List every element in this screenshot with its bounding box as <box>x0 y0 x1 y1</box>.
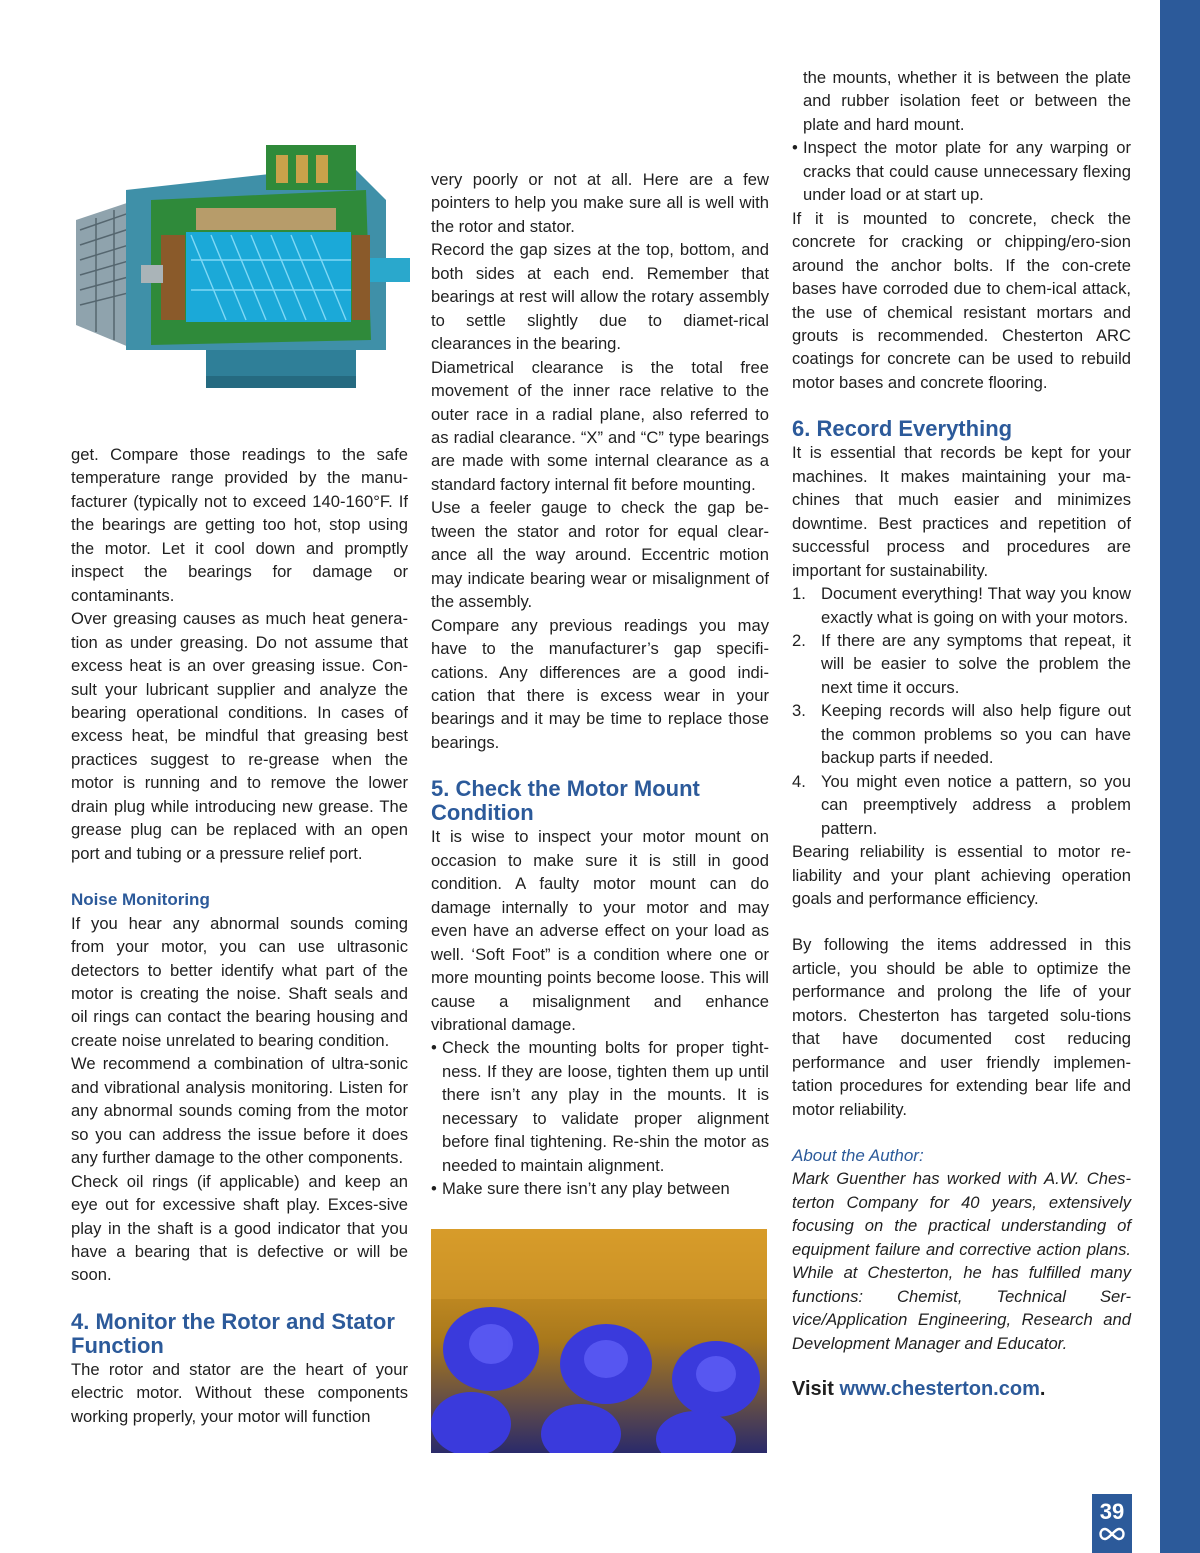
paragraph: Record the gap sizes at the top, bottom, and both sides at each end. Remember that bearings at rest will allow the rotary assembly to settle slightly due to diamet-rical clearances in the bearing. <box>431 240 769 354</box>
paragraph: Use a feeler gauge to check the gap be-tween the stator and rotor for equal clear-ance all the way around. Eccentric motion may indicate bearing wear or misalignment of the assembly. <box>431 498 769 612</box>
list-item: 3. Keeping records will also help figure out the common problems so you can have backup parts if needed. <box>792 701 1131 768</box>
mount-checklist <box>431 1036 769 1200</box>
infinity-icon <box>1097 1526 1127 1542</box>
mount-checklist-continued <box>792 66 1131 207</box>
paragraph: Bearing reliability is essential to motor re-liability and your plant achieving operation goals and performance efficiency. <box>792 842 1131 908</box>
visit-period: . <box>1039 1378 1046 1401</box>
column-1 <box>71 443 408 1428</box>
paragraph: Compare any previous readings you may have to the manufacturer’s gap specifi-cations. Any differences are a good indi-cation that there is excess wear in your bearings and it may be time to replace those bearings. <box>431 615 769 752</box>
paragraph: If it is mounted to concrete, check the concrete for cracking or chipping/ero-sion around the anchor bolts. If the con-crete bases have corroded due to chem-ical attack, the use of chemical resistant mortars and grouts is recommended. Chesterton ARC coatings for concrete can be used to rebuild motor bases and concrete flooring. <box>792 208 1131 392</box>
author-heading: About the Author: <box>792 1146 924 1166</box>
list-item: 4. You might even notice a pattern, so you can preemptively address a problem pattern. <box>792 771 1131 838</box>
page-number-tab <box>1092 1494 1132 1553</box>
paragraph: By following the items addressed in this article, you should be able to optimize the performance and prolong the life of your motors. Chesterton has targeted solu-tions that have documented cost reducing performance and user friendly implemen-tation procedures for extending bear life and motor reliability. <box>792 935 1131 1119</box>
visit-line <box>792 1378 1131 1401</box>
section-6-heading: 6. Record Everything <box>792 416 1013 442</box>
paragraph: We recommend a combination of ultra-sonic and vibrational analysis monitoring. Listen for any abnormal sounds coming from the motor so you can address the issue before it does any further damage to the other components. <box>71 1054 408 1168</box>
motor-cutaway-image <box>66 140 410 440</box>
records-list <box>792 582 1131 840</box>
visit-label: Visit <box>792 1378 834 1401</box>
page-edge-bar <box>1160 0 1200 1553</box>
list-item: • Check the mounting bolts for proper tight-ness. If they are loose, tighten them up until there isn’t any play in the mounts. It is necessary to validate proper alignment before final tightening. Re-shin the motor as needed to maintain alignment. <box>431 1038 769 1175</box>
list-item: • Inspect the motor plate for any warping or cracks that could cause unnecessary flexing under load or at start up. <box>792 138 1131 205</box>
column-2 <box>431 168 769 1201</box>
paragraph: If you hear any abnormal sounds coming from your motor, you can use ultrasonic detectors to better identify what part of the motor is creating the noise. Shaft seals and oil rings can contact the bearing housing and create noise unrelated to bearing condition. <box>71 913 408 1050</box>
list-item: the mounts, whether it is between the plate and rubber isolation feet or between the plate and hard mount. <box>803 68 1131 134</box>
section-4-heading: 4. Monitor the Rotor and Stator Function <box>71 1308 395 1358</box>
website-link[interactable]: www.chesterton.com <box>839 1378 1040 1401</box>
column-3 <box>792 66 1131 1402</box>
paragraph: Check oil rings (if applicable) and keep an eye out for excessive shaft play. Exces-sive play in the shaft is a good indicator that you have a bearing that is defective or will be soon. <box>71 1171 408 1285</box>
paragraph: Over greasing causes as much heat genera-tion as under greasing. Do not assume that excess heat is an over greasing issue. Con-sult your lubricant supplier and analyze the bearing operational conditions. In cases of excess heat, be mindful that greasing best practices suggest to re-grease when the motor is running and to remove the lower drain plug while introducing new grease. The grease plug can be replaced with an open port and tubing or a pressure relief port. <box>71 609 408 863</box>
page-number: 39 <box>1099 1499 1125 1524</box>
paragraph: get. Compare those readings to the safe temperature range provided by the manu-facturer (typically not to exceed 140-160°F. If the bearings are getting too hot, stop using the motor. Let it cool down and promptly inspect the bearings for damage or contaminants. <box>71 445 408 605</box>
paragraph: very poorly or not at all. Here are a few pointers to help you make sure all is well with the rotor and stator. <box>431 170 769 236</box>
list-item: 2. If there are any symptoms that repeat, it will be easier to solve the problem the next time it occurs. <box>792 630 1131 697</box>
industrial-pumps-image <box>431 1229 767 1453</box>
paragraph: It is wise to inspect your motor mount on occasion to make sure it is still in good condition. A faulty motor mount can do damage internally to your motor and may even have an adverse effect on your load as well. ‘Soft Foot” is a condition where one or more mounting points become loose. This will cause a misalignment and enhance vibrational damage. <box>431 827 769 1034</box>
list-item: 1. Document everything! That way you know exactly what is going on with your motors. <box>792 584 1131 627</box>
author-bio: Mark Guenther has worked with A.W. Ches-terton Company for 40 years, extensively focusing on the practical understanding of equipment failure and corrective action plans. While at Chesterton, he has fulfilled many functions: Chemist, Technical Ser-vice/Application Engineering, Research and Development Manager and Educator. <box>792 1169 1131 1353</box>
paragraph: The rotor and stator are the heart of your electric motor. Without these components working properly, your motor will function <box>71 1359 408 1426</box>
noise-monitoring-heading: Noise Monitoring <box>71 890 210 910</box>
section-5-heading: 5. Check the Motor Mount Condition <box>431 776 700 826</box>
paragraph: Diametrical clearance is the total free movement of the inner race relative to the outer race in a radial plane, also referred to as radial clearance. “X” and “C” type bearings are made with some internal clearance as a standard factory internal fit before mounting. <box>431 357 769 494</box>
list-item: • Make sure there isn’t any play between <box>431 1179 730 1199</box>
paragraph: It is essential that records be kept for your machines. It makes maintaining your ma-chines that much easier and minimizes downtime. Best practices and repetition of successful process and procedures are important for sustainability. <box>792 443 1131 580</box>
